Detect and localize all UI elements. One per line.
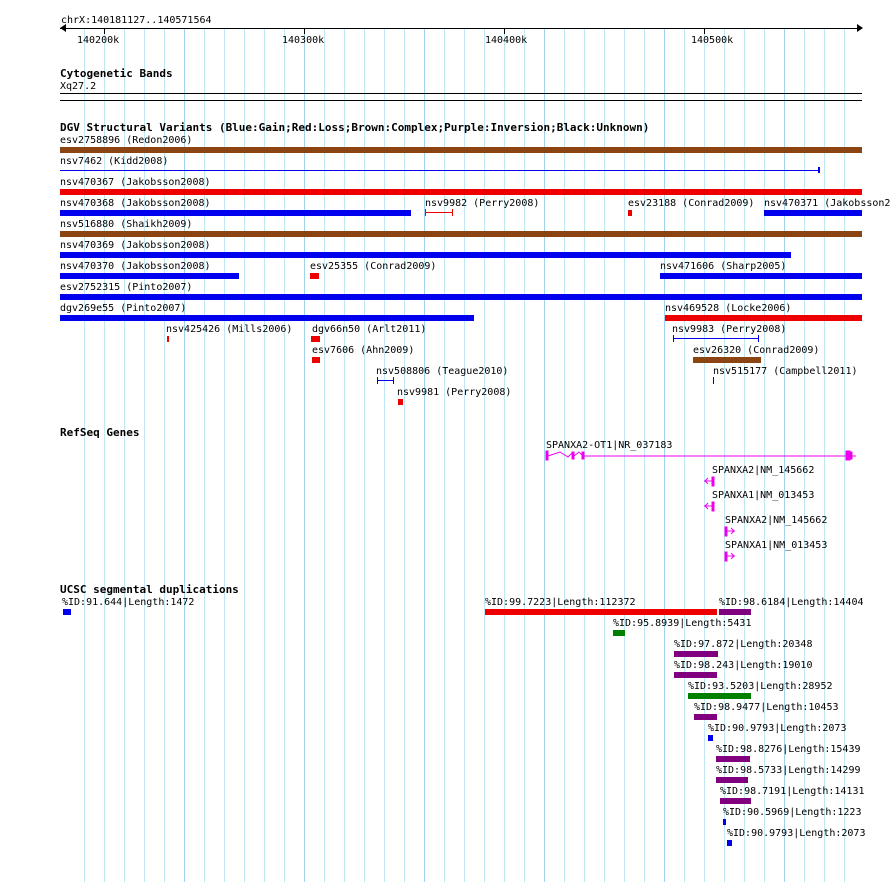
segdup-label[interactable]: %ID:90.9793|Length:2073	[727, 828, 866, 839]
variant-label[interactable]: dgv269e55 (Pinto2007)	[60, 303, 187, 314]
segdup-label[interactable]: %ID:91.644|Length:1472	[62, 597, 195, 608]
segdup-label[interactable]: %ID:95.8939|Length:5431	[613, 618, 752, 629]
segdup-bar[interactable]	[688, 693, 751, 699]
segdup-bar[interactable]	[613, 630, 625, 636]
variant-label[interactable]: esv2758896 (Redon2006)	[60, 135, 193, 146]
segdup-label[interactable]: %ID:98.9477|Length:10453	[694, 702, 839, 713]
variant-label[interactable]: nsv9982 (Perry2008)	[425, 198, 540, 209]
segdup-bar[interactable]	[719, 609, 751, 615]
exon	[725, 552, 727, 561]
variant-label[interactable]: nsv425426 (Mills2006)	[166, 324, 293, 335]
intron	[548, 452, 573, 457]
variant-label[interactable]: nsv9983 (Perry2008)	[672, 324, 787, 335]
variant-label[interactable]: esv23188 (Conrad2009)	[628, 198, 755, 209]
ruler-tick-label: 140400k	[485, 35, 528, 46]
exon	[846, 451, 850, 460]
exon	[712, 477, 714, 486]
ruler-tick-label: 140300k	[282, 35, 325, 46]
variant-label[interactable]: dgv66n50 (Arlt2011)	[312, 324, 427, 335]
ruler-tick-label: 140500k	[691, 35, 734, 46]
variant-label[interactable]: nsv516880 (Shaikh2009)	[60, 219, 193, 230]
ruler-tick-label: 140200k	[77, 35, 120, 46]
gene-model-spanxa1-reverse[interactable]	[704, 502, 714, 511]
exon	[546, 451, 548, 460]
track-title: Cytogenetic Bands	[60, 67, 173, 80]
track-title: DGV Structural Variants (Blue:Gain;Red:Loss;Brown:Complex;Purple:Inversion;Black:Unknown)	[60, 121, 650, 134]
exon	[712, 502, 714, 511]
variant-label[interactable]: nsv515177 (Campbell2011)	[713, 366, 858, 377]
variant-label[interactable]: nsv470369 (Jakobsson2008)	[60, 240, 211, 251]
segdup-bar[interactable]	[63, 609, 71, 615]
position-label: chrX:140181127..140571564	[61, 15, 212, 26]
segdup-bar[interactable]	[716, 756, 750, 762]
segdup-bar[interactable]	[716, 777, 748, 783]
segdup-bar[interactable]	[674, 672, 717, 678]
segdup-bar[interactable]	[720, 798, 751, 804]
variant-label[interactable]: nsv469528 (Locke2006)	[665, 303, 792, 314]
gene-label[interactable]: SPANXA2|NM_145662	[712, 465, 815, 476]
segdup-bar[interactable]	[708, 735, 713, 741]
segdup-bar[interactable]	[694, 714, 717, 720]
segdup-label[interactable]: %ID:98.7191|Length:14131	[720, 786, 865, 797]
gene-model-spanxa2-ot1[interactable]	[546, 451, 856, 460]
segdup-bar[interactable]	[485, 609, 717, 615]
gene-model-spanxa2-reverse[interactable]	[704, 477, 714, 486]
variant-label[interactable]: nsv471606 (Sharp2005)	[660, 261, 787, 272]
variant-label[interactable]: nsv470368 (Jakobsson2008)	[60, 198, 211, 209]
track-title: RefSeq Genes	[60, 426, 140, 439]
segdup-label[interactable]: %ID:98.8276|Length:15439	[716, 744, 861, 755]
segdup-label[interactable]: %ID:90.9793|Length:2073	[708, 723, 847, 734]
variant-label[interactable]: nsv7462 (Kidd2008)	[60, 156, 169, 167]
segdup-label[interactable]: %ID:97.872|Length:20348	[674, 639, 813, 650]
exon	[725, 527, 727, 536]
band-label[interactable]: Xq27.2	[60, 81, 97, 92]
segdup-bar[interactable]	[723, 819, 726, 825]
exon	[582, 452, 584, 459]
variant-label[interactable]: nsv470367 (Jakobsson2008)	[60, 177, 211, 188]
variant-label[interactable]: esv26320 (Conrad2009)	[693, 345, 820, 356]
segdup-label[interactable]: %ID:90.5969|Length:1223	[723, 807, 862, 818]
variant-label[interactable]: nsv9981 (Perry2008)	[397, 387, 512, 398]
track-title: UCSC segmental duplications	[60, 583, 239, 596]
segdup-label[interactable]: %ID:98.6184|Length:14404	[719, 597, 864, 608]
variant-label[interactable]: nsv470371 (Jakobsson2	[764, 198, 890, 209]
gene-model-spanxa1-forward[interactable]	[725, 552, 735, 561]
variant-label[interactable]: esv7606 (Ahn2009)	[312, 345, 415, 356]
segdup-label[interactable]: %ID:98.243|Length:19010	[674, 660, 813, 671]
variant-label[interactable]: nsv470370 (Jakobsson2008)	[60, 261, 211, 272]
gene-label[interactable]: SPANXA1|NM_013453	[725, 540, 828, 551]
segdup-bar[interactable]	[674, 651, 718, 657]
segdup-label[interactable]: %ID:93.5203|Length:28952	[688, 681, 833, 692]
segdup-bar[interactable]	[727, 840, 732, 846]
gene-label[interactable]: SPANXA2-OT1|NR_037183	[546, 440, 673, 451]
segdup-label[interactable]: %ID:99.7223|Length:112372	[485, 597, 636, 608]
variant-label[interactable]: nsv508806 (Teague2010)	[376, 366, 509, 377]
gene-model-spanxa2-forward[interactable]	[725, 527, 735, 536]
exon	[572, 452, 574, 459]
variant-label[interactable]: esv25355 (Conrad2009)	[310, 261, 437, 272]
segdup-label[interactable]: %ID:98.5733|Length:14299	[716, 765, 861, 776]
gene-label[interactable]: SPANXA1|NM_013453	[712, 490, 815, 501]
variant-label[interactable]: esv2752315 (Pinto2007)	[60, 282, 193, 293]
exon	[850, 452, 852, 459]
gene-label[interactable]: SPANXA2|NM_145662	[725, 515, 828, 526]
